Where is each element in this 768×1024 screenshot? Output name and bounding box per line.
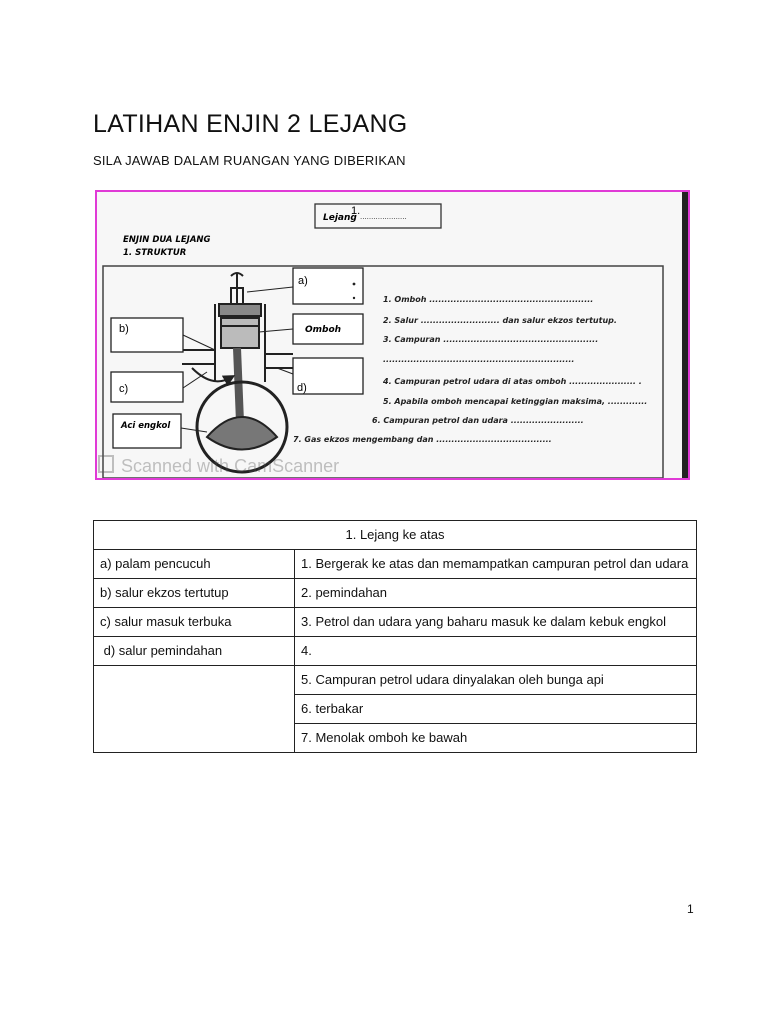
page-subtitle: SILA JAWAB DALAM RUANGAN YANG DIBERIKAN <box>93 153 406 168</box>
answer-table <box>93 520 697 753</box>
step-3b: ............................................................... <box>383 355 575 364</box>
table-row <box>94 666 697 695</box>
box-c-label: c) <box>119 383 129 395</box>
table-cell-left: b) salur ekzos tertutup <box>94 579 295 608</box>
table-row <box>94 579 697 608</box>
table-cell-right: 2. pemindahan <box>295 579 697 608</box>
step-7: 7. Gas ekzos mengembang dan ...................................... <box>293 435 552 444</box>
table-header-row <box>94 521 697 550</box>
lejang-answer: 1. <box>351 205 361 217</box>
table-cell-right: 3. Petrol dan udara yang baharu masuk ke dalam kebuk engkol <box>295 608 697 637</box>
table-cell-left: a) palam pencucuh <box>94 550 295 579</box>
heading-line1: ENJIN DUA LEJANG <box>123 235 211 245</box>
step-3: 3. Campuran ................................................... <box>383 335 599 344</box>
table-cell-left: c) salur masuk terbuka <box>94 608 295 637</box>
page-title: LATIHAN ENJIN 2 LEJANG <box>93 110 408 138</box>
lejang-label: Lejang <box>323 213 357 223</box>
table-cell-right: 4. <box>295 637 697 666</box>
step-6: 6. Campuran petrol dan udara ........................ <box>372 416 584 425</box>
scanned-worksheet-image <box>95 190 690 480</box>
watermark-text: Scanned with CamScanner <box>121 456 340 476</box>
table-header-cell: 1. Lejang ke atas <box>94 521 697 550</box>
engine-diagram <box>97 192 690 480</box>
box-a-label: a) <box>298 275 308 287</box>
table-cell-right: 5. Campuran petrol udara dinyalakan oleh bunga api <box>295 666 697 695</box>
box-aci-label: Aci engkol <box>121 421 171 431</box>
box-omboh-label: Omboh <box>305 325 342 335</box>
step-4: 4. Campuran petrol udara di atas omboh ...................... . <box>383 377 642 386</box>
table-cell-right: 7. Menolak omboh ke bawah <box>295 724 697 753</box>
step-5: 5. Apabila omboh mencapai ketinggian maksima, ............. <box>383 397 648 406</box>
svg-text:.....................: ..................... <box>360 212 407 221</box>
step-2: 2. Salur .......................... dan salur ekzos tertutup. <box>383 316 617 325</box>
box-b-label: b) <box>119 323 129 335</box>
camscanner-watermark <box>99 456 339 476</box>
table-cell-right: 1. Bergerak ke atas dan memampatkan campuran petrol dan udara <box>295 550 697 579</box>
table-row <box>94 637 697 666</box>
page-number: 1 <box>687 902 694 916</box>
box-d-label: d) <box>297 382 307 394</box>
table-cell-right: 6. terbakar <box>295 695 697 724</box>
box-aci-engkol <box>113 414 181 448</box>
step-1: 1. Omboh ...................................................... <box>383 295 594 304</box>
table-row <box>94 608 697 637</box>
heading-line2: 1. STRUKTUR <box>123 248 187 258</box>
table-cell-left: d) salur pemindahan <box>94 637 295 666</box>
table-row <box>94 550 697 579</box>
table-cell-left-empty <box>94 666 295 753</box>
